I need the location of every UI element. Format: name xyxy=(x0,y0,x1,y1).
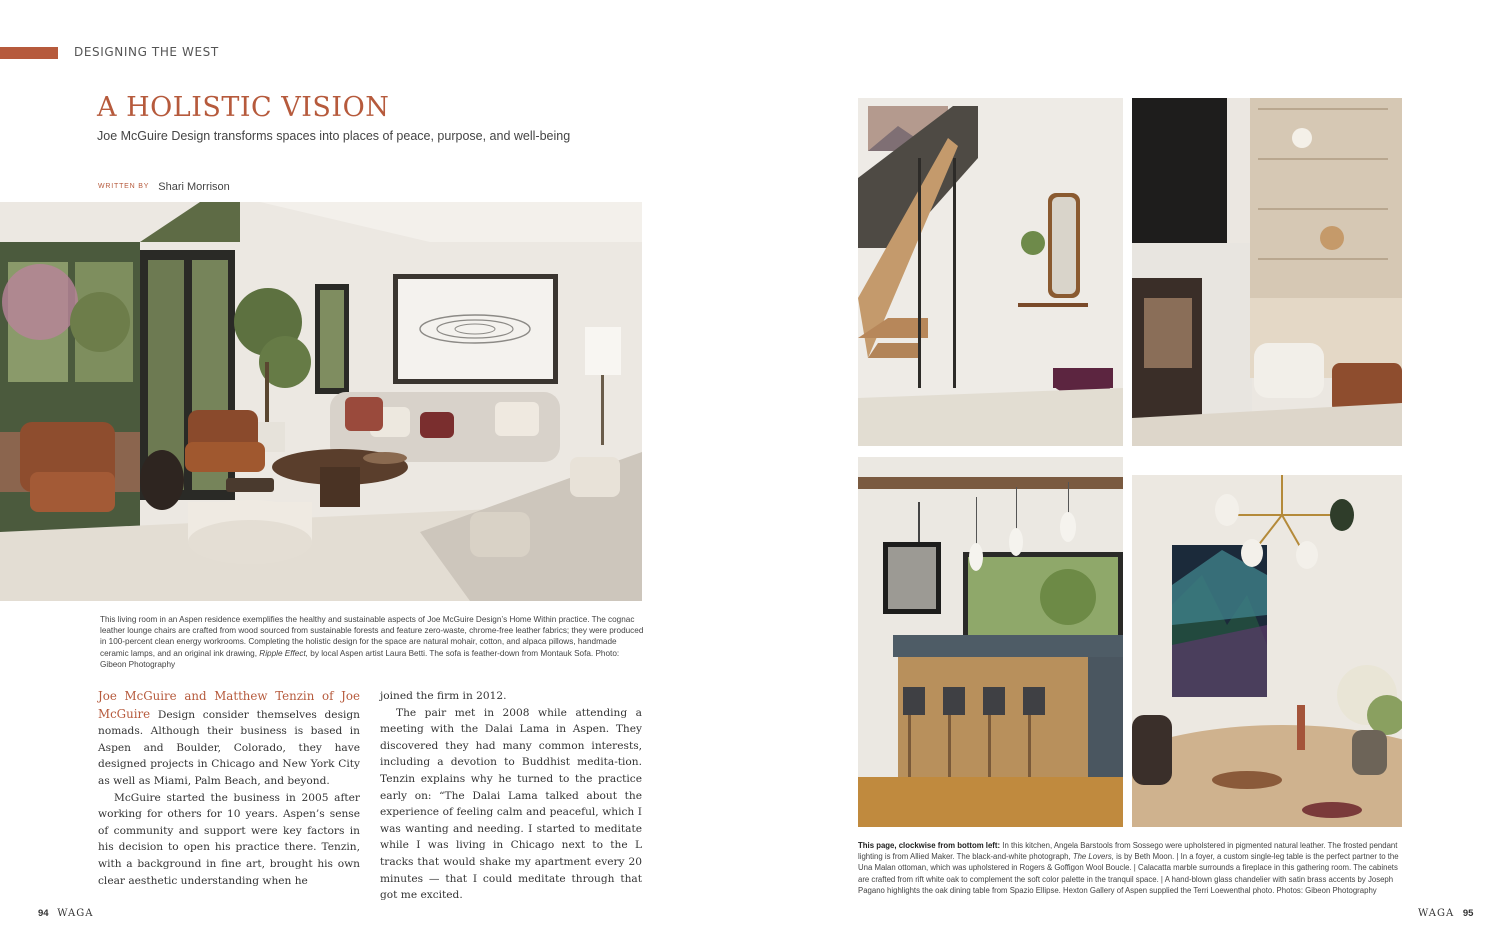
section-accent-bar xyxy=(0,47,58,59)
left-folio xyxy=(38,908,99,919)
right-page-number: 95 xyxy=(1462,908,1474,919)
magazine-logo: WAGA xyxy=(57,908,94,919)
foyer-photo xyxy=(858,98,1123,446)
magazine-logo: WAGA xyxy=(1418,908,1455,919)
left-page-number: 94 xyxy=(38,908,49,919)
article-title: A HOLISTIC VISION xyxy=(97,92,390,123)
body-column-1 xyxy=(98,688,360,889)
caption-text: This living room in an Aspen residence exemplifies the healthy and sustainable aspects of Joe McGuire Design’s Home Within practice. The cognac leather lounge chairs are crafted from wood sourced from sustainable forests and feature zero-waste, chrome-free leather fabrics; they were produced in 100-percent clean energy workrooms. Completing the holistic design for the space are natural mohair, cotton, and alpaca pillows, handmade ceramic lamps, and an original ink drawing, xyxy=(100,615,644,658)
caption-artwork-title: Ripple Effect, xyxy=(259,648,308,658)
paragraph-2-continued: joined the firm in 2012. xyxy=(380,690,507,702)
dining-photo xyxy=(1132,475,1402,827)
lead-in: Joe McGuire and Matthew Tenzin of Joe McGuire xyxy=(98,689,360,721)
byline xyxy=(98,176,230,195)
author-name: Shari Morrison xyxy=(158,180,230,193)
paragraph-2: McGuire started the business in 2005 after working for others for 10 years. Aspen’s sense of community and support were key factors in his decision to open his practice there. Tenzin, with a background in fine art, brought his own clear aesthetic understanding when he xyxy=(98,791,360,887)
living-room-photo xyxy=(0,202,642,601)
caption-lead: This page, clockwise from bottom left: xyxy=(858,841,1001,850)
right-folio xyxy=(1412,908,1473,919)
byline-label: WRITTEN BY xyxy=(98,183,150,190)
living-room-caption xyxy=(100,614,645,670)
caption-text-continued: is by Beth Moon. | In a foyer, a custom single-leg table is the perfect partner to the Una Malan ottoman, which was upholstered in Rogers & Goffigon Wool Boucle. | Calacatta marble surrounds a fireplace in this gathering room. The cabinets are crafted from rift white oak to complement the soft color palette in the tranquil space. | A hand-blown glass chandelier with satin brass accents by Joseph Pagano highlights the oak dining table from Spazio Ellipse. Hexton Gallery of Aspen supplied the Terri Loewenthal photo. Photos: Gibeon Photography xyxy=(858,852,1399,895)
section-label: DESIGNING THE WEST xyxy=(74,45,219,59)
paragraph-3: The pair met in 2008 while attending a meeting with the Dalai Lama in Aspen. They discovered they had many common interests, including a devotion to Buddhist medita-tion. Tenzin explains why he turned to the practice early on: “The Dalai Lama talked about the experience of feeling calm and peaceful, which I was wanting and needing. I started to meditate while I was living in Chicago next to the L tracks that would shake my apartment every 20 minutes — that I could meditate through that got me excited. xyxy=(380,706,642,902)
article-subtitle: Joe McGuire Design transforms spaces into places of peace, purpose, and well-being xyxy=(97,129,571,143)
body-column-2 xyxy=(380,688,642,904)
right-page-caption xyxy=(858,840,1404,896)
kitchen-photo xyxy=(858,457,1123,827)
paragraph-1: Design consider themselves design nomads. Although their business is based in Aspen and Boulder, Colorado, they have designed projects in Chicago and New York City as well as Miami, Palm Beach, and beyond. xyxy=(98,708,360,787)
caption-text: In this kitchen, Angela Barstools from Sossego were upholstered in pigmented natural leather. The frosted pendant lighting is from Allied Maker. The black-and-white photograph, xyxy=(858,841,1398,862)
fireplace-photo xyxy=(1132,98,1402,446)
caption-artwork-title: The Lovers, xyxy=(1072,852,1114,862)
caption-text-continued: by local Aspen artist Laura Betti. The sofa is feather-down from Montauk Sofa. Photo: Gibeon Photography xyxy=(100,648,620,669)
